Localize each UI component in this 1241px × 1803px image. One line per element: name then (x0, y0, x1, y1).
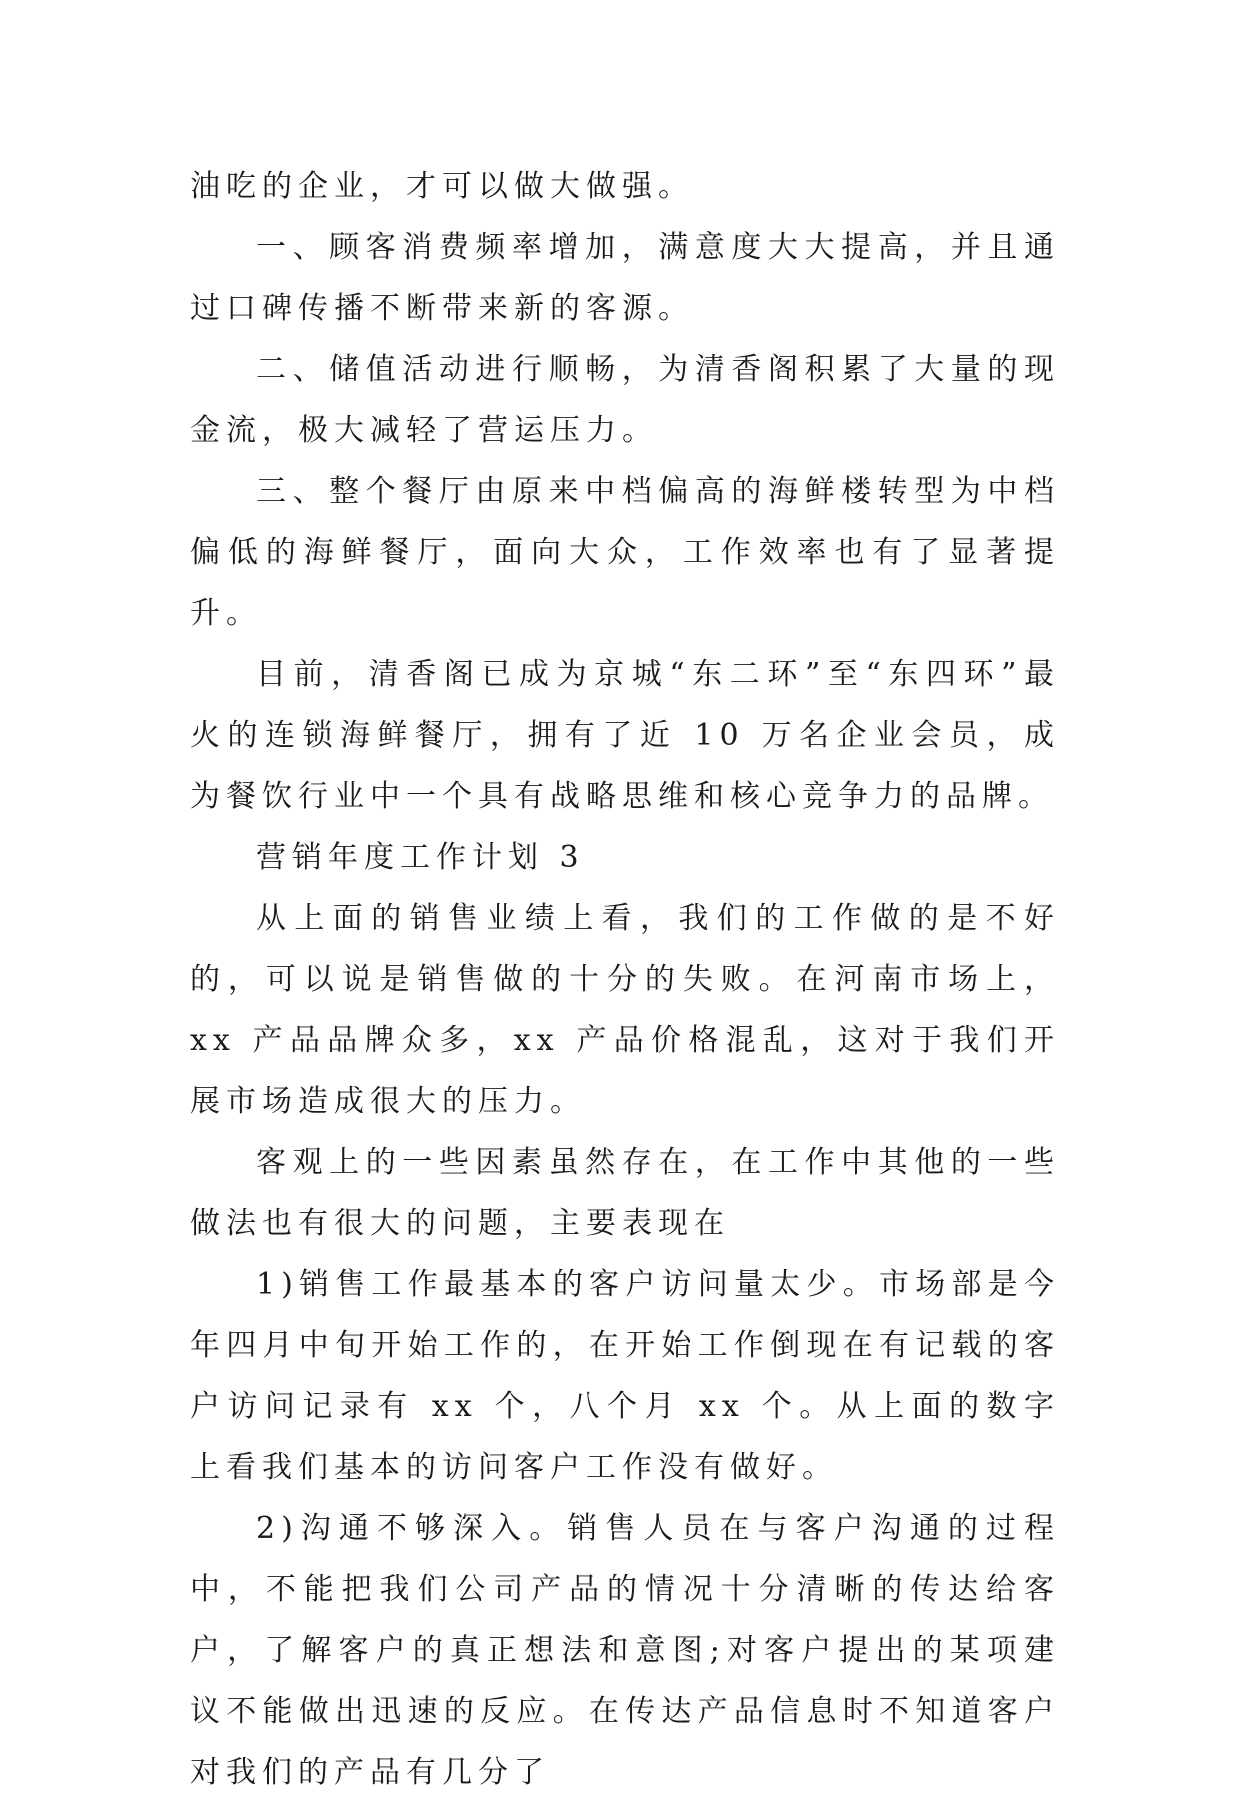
paragraph-4: 三、整个餐厅由原来中档偏高的海鲜楼转型为中档偏低的海鲜餐厅，面向大众，工作效率也有了显著提升。 (190, 474, 1060, 631)
paragraph-3: 二、储值活动进行顺畅，为清香阁积累了大量的现金流，极大减轻了营运压力。 (190, 352, 1060, 448)
paragraph-7: 客观上的一些因素虽然存在，在工作中其他的一些做法也有很大的问题，主要表现在 (190, 1145, 1060, 1241)
paragraph-8: 1)销售工作最基本的客户访问量太少。市场部是今年四月中旬开始工作的，在开始工作倒现在有记载的客户访问记录有 xx 个，八个月 xx 个。从上面的数字上看我们基本的访问客户工作没有做好。 (190, 1267, 1060, 1485)
paragraph-6: 从上面的销售业绩上看，我们的工作做的是不好的，可以说是销售做的十分的失败。在河南市场上，xx 产品品牌众多，xx 产品价格混乱，这对于我们开展市场造成很大的压力。 (190, 901, 1060, 1119)
section-heading: 营销年度工作计划 3 (256, 840, 585, 875)
paragraph-1: 油吃的企业，才可以做大做强。 (190, 169, 694, 204)
document-body (190, 156, 1060, 1803)
paragraph-2: 一、顾客消费频率增加，满意度大大提高，并且通过口碑传播不断带来新的客源。 (190, 230, 1060, 326)
paragraph-5: 目前，清香阁已成为京城“东二环”至“东四环”最火的连锁海鲜餐厅，拥有了近 10 万名企业会员，成为餐饮行业中一个具有战略思维和核心竞争力的品牌。 (190, 657, 1060, 814)
paragraph-9: 2)沟通不够深入。销售人员在与客户沟通的过程中，不能把我们公司产品的情况十分清晰的传达给客户，了解客户的真正想法和意图;对客户提出的某项建议不能做出迅速的反应。在传达产品信息时不知道客户对我们的产品有几分了 (190, 1511, 1060, 1790)
